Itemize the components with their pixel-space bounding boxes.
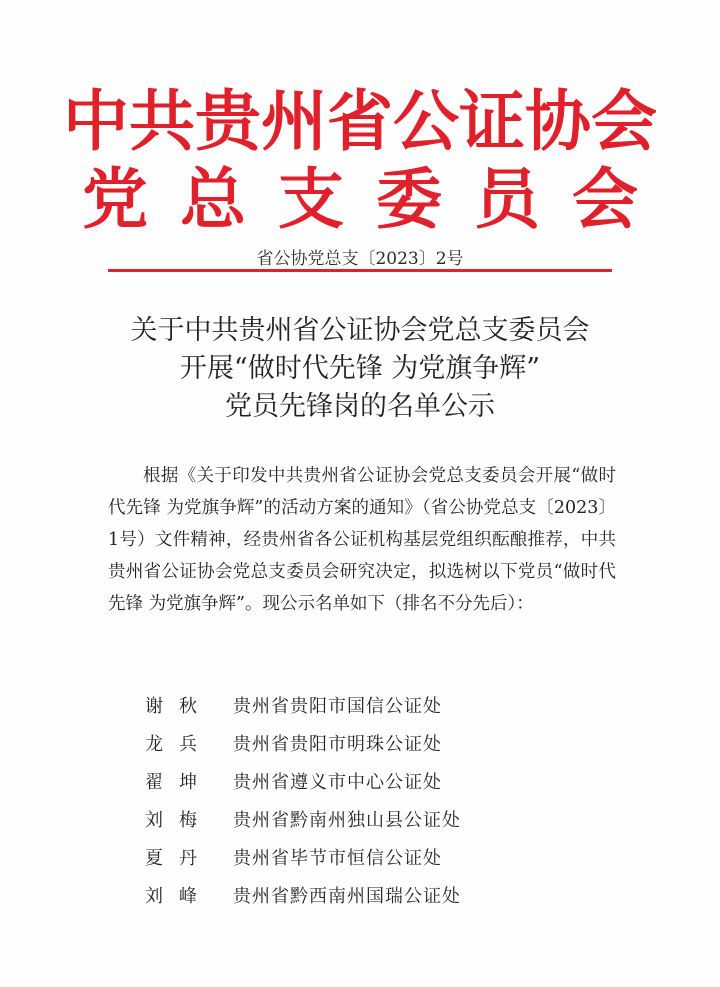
document-title bbox=[0, 312, 720, 426]
title-line2: 开展“做时代先锋 为党旗争辉” bbox=[179, 353, 541, 384]
body-paragraph-block bbox=[108, 460, 616, 620]
nominee-name: 谢秋 bbox=[145, 696, 213, 717]
nominee-name: 刘峰 bbox=[145, 886, 213, 907]
nominee-name: 刘梅 bbox=[145, 810, 213, 831]
title-line1: 关于中共贵州省公证协会党总支委员会 bbox=[130, 315, 590, 346]
list-item bbox=[145, 840, 605, 878]
nominee-org: 贵州省黔南州独山县公证处 bbox=[233, 810, 461, 831]
list-item bbox=[145, 878, 605, 916]
list-item bbox=[145, 688, 605, 726]
nominee-name: 夏丹 bbox=[145, 848, 213, 869]
body-paragraph: 根据《关于印发中共贵州省公证协会党总支委员会开展“做时代先锋 为党旗争辉”的活动方案的通知》（省公协党总支〔2023〕1号）文件精神，经贵州省各公证机构基层党组织酝酿推荐，中共贵州省公证协会党总支委员会研究决定，拟选树以下党员“做时代先锋 为党旗争辉”。现公示名单如下（排名不分先后）： bbox=[108, 466, 616, 614]
nominee-name: 翟坤 bbox=[145, 772, 213, 793]
nominee-name: 龙兵 bbox=[145, 734, 213, 755]
issuer-header-line2: 党总支委员会 bbox=[82, 161, 670, 238]
red-divider bbox=[108, 269, 612, 272]
issuer-header-line1: 中共贵州省公证协会 bbox=[63, 83, 657, 160]
nominee-org: 贵州省毕节市恒信公证处 bbox=[233, 848, 442, 869]
title-line3: 党员先锋岗的名单公示 bbox=[225, 391, 495, 422]
list-item bbox=[145, 764, 605, 802]
nominee-org: 贵州省贵阳市国信公证处 bbox=[233, 696, 442, 717]
list-item bbox=[145, 726, 605, 764]
document-number: 省公协党总支〔2023〕2号 bbox=[256, 249, 464, 269]
list-item bbox=[145, 802, 605, 840]
nominee-org: 贵州省遵义市中心公证处 bbox=[233, 772, 442, 793]
nominee-org: 贵州省贵阳市明珠公证处 bbox=[233, 734, 442, 755]
nominee-list bbox=[145, 688, 605, 916]
nominee-org: 贵州省黔西南州国瑞公证处 bbox=[233, 886, 461, 907]
